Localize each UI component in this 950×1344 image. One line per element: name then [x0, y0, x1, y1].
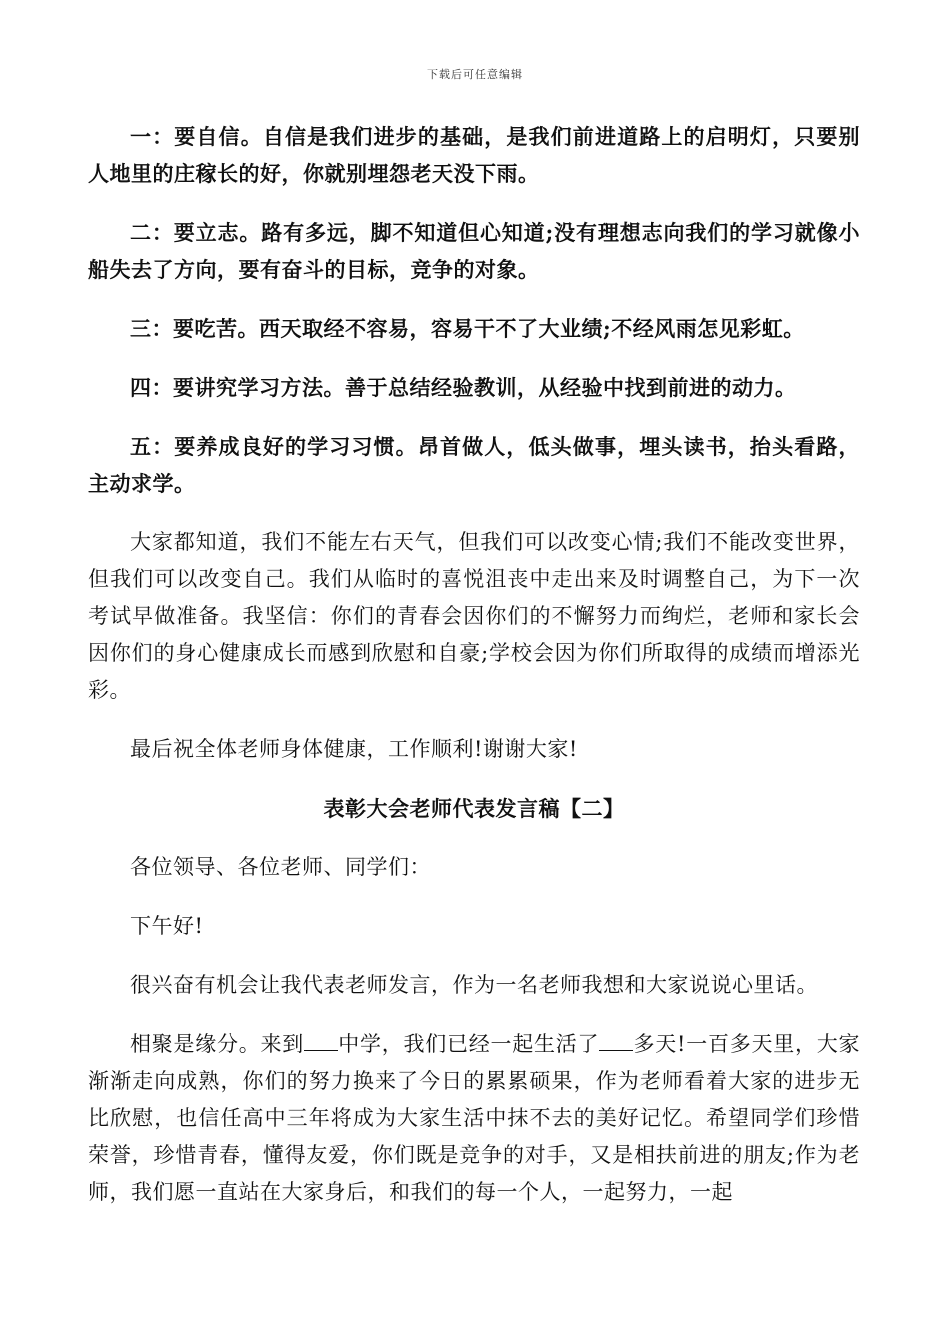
last-paragraph: [88, 1026, 860, 1211]
blank-day-count: [599, 1032, 633, 1051]
blank-school-name: [304, 1032, 338, 1051]
good-afternoon: 下午好!: [130, 914, 204, 938]
header-note: 下载后可任意编辑: [427, 68, 523, 81]
point-one: 一：要自信。自信是我们进步的基础，是我们前进道路上的启明灯，只要别人地里的庄稼长的好，你就别埋怨老天没下雨。: [88, 124, 860, 186]
point-three: 三：要吃苦。西天取经不容易，容易干不了大业绩;不经风雨怎见彩虹。: [130, 316, 805, 341]
section-title: 表彰大会老师代表发言稿【二】: [323, 796, 625, 821]
last-paragraph-part2: 中学，我们已经一起生活了: [338, 1032, 600, 1056]
closing-wishes: 最后祝全体老师身体健康，工作顺利!谢谢大家!: [130, 737, 578, 761]
last-paragraph-part3: 多天!一百多天里，大家渐渐走向成熟，你们的努力换来了今日的累累硕果，作为老师看着大家的进步无比欣慰，也信任高中三年将成为大家生活中抹不去的美好记忆。希望同学们珍惜荣誉，珍惜青春，懂得友爱，你们既是竞争的对手，又是相扶前进的朋友;作为老师，我们愿一直站在大家身后，和我们的每一个人，一起努力，一起: [88, 1032, 861, 1204]
point-four: 四：要讲究学习方法。善于总结经验教训，从经验中找到前进的动力。: [130, 375, 797, 400]
last-paragraph-part1: 相聚是缘分。来到: [130, 1032, 305, 1056]
greeting: 各位领导、各位老师、同学们：: [130, 855, 431, 879]
intro-paragraph: 很兴奋有机会让我代表老师发言，作为一名老师我想和大家说说心里话。: [130, 973, 818, 997]
point-five: 五：要养成良好的学习习惯。昂首做人，低头做事，埋头读书，抬头看路，主动求学。: [88, 434, 860, 496]
point-two: 二：要立志。路有多远，脚不知道但心知道;没有理想志向我们的学习就像小船失去了方向，要有奋斗的目标，竞争的对象。: [88, 220, 860, 282]
paragraph-everyone-knows: 大家都知道，我们不能左右天气，但我们可以改变心情;我们不能改变世界，但我们可以改变自己。我们从临时的喜悦沮丧中走出来及时调整自己，为下一次考试早做准备。我坚信：你们的青春会因你们的不懈努力而绚烂，老师和家长会因你们的身心健康成长而感到欣慰和自豪;学校会因为你们所取得的成绩而增添光彩。: [88, 530, 860, 702]
document-body: [88, 118, 860, 1211]
